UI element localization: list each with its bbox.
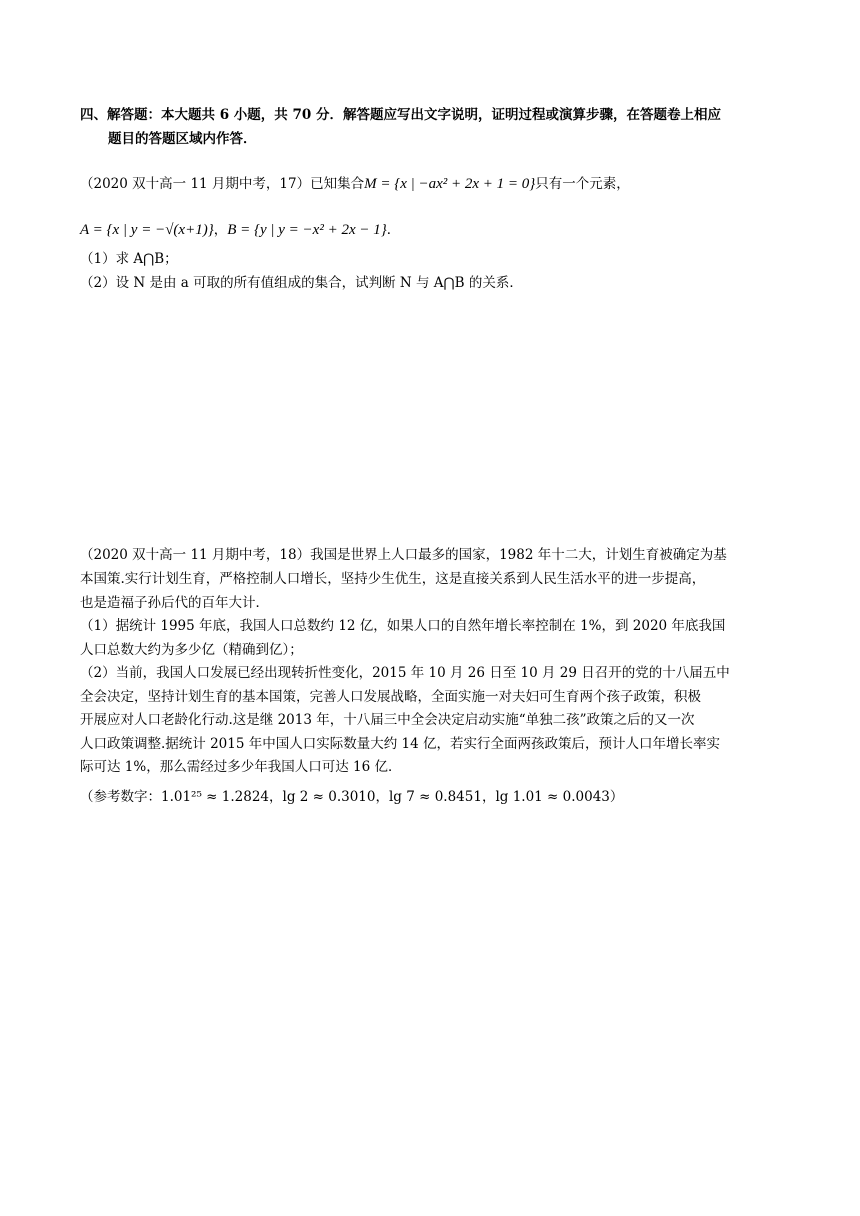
problem18-line2: 本国策.实行计划生育，严格控制人口增长，坚持少生优生，这是直接关系到人民生活水平的进一步提高， <box>80 571 706 587</box>
problem18-line3: 也是造福子孙后代的百年大计． <box>80 595 269 611</box>
problem18-part2-line2: 全会决定，坚持计划生育的基本国策，完善人口发展战略，全面实施一对夫妇可生育两个孩子政策，积极 <box>80 689 701 705</box>
problem18-part2-line4: 人口政策调整.据统计 2015 年中国人口实际数量大约 14 亿，若实行全面两孩政策后，预计人口年增长率实 <box>80 736 720 752</box>
problem17-intro-tail: 只有一个元素， <box>535 176 630 192</box>
problem18-reference: （参考数字：1.01²⁵ ≈ 1.2824，lg 2 ≈ 0.3010，lg 7 ≈ 0.8451，lg 1.01 ≈ 0.0043） <box>80 789 624 805</box>
problem18-part1-line2: 人口总数大约为多少亿（精确到亿）； <box>80 642 303 658</box>
problem18-part1-line1: （1）据统计 1995 年底，我国人口总数约 12 亿，如果人口的自然年增长率控制在 1%，到 2020 年底我国 <box>80 618 726 634</box>
problem18-part2-line5: 际可达 1%，那么需经过多少年我国人口可达 16 亿． <box>80 759 402 775</box>
problem18-part2-line3: 开展应对人口老龄化行动.这是继 2013 年，十八届三中全会决定启动实施“单独二孩”政策之后的又一次 <box>80 712 695 728</box>
problem17-part2: （2）设 N 是由 a 可取的所有值组成的集合，试判断 N 与 A⋂B 的关系． <box>80 275 523 291</box>
problem17-part1: （1）求 A⋂B； <box>80 251 178 267</box>
problem18-part2-line1: （2）当前，我国人口发展已经出现转折性变化，2015 年 10 月 26 日至 10 月 29 日召开的党的十八届五中 <box>80 665 730 681</box>
problem17-sets-line <box>80 220 400 240</box>
section-heading-line2: 题目的答题区域内作答． <box>108 131 257 147</box>
problem17-set-m: M = {x | −ax² + 2x + 1 = 0} <box>364 176 536 192</box>
problem17-set-b: B = {y | y = −x² + 2x − 1} <box>227 222 387 238</box>
problem17-set-a: A = {x | y = −√(x+1)} <box>80 222 214 238</box>
problem17-intro: （2020 双十高一 11 月期中考，17）已知集合 <box>80 176 365 192</box>
problem17-sep: ， <box>213 222 228 238</box>
problem17-end: ． <box>386 222 401 238</box>
problem18-line1: （2020 双十高一 11 月期中考，18）我国是世界上人口最多的国家，1982 年十二大，计划生育被确定为基 <box>80 547 727 563</box>
problem17-intro-line <box>80 174 630 194</box>
section-heading-line1: 四、解答题：本大题共 6 小题，共 70 分．解答题应写出文字说明，证明过程或演算步骤，在答题卷上相应 <box>80 107 721 123</box>
